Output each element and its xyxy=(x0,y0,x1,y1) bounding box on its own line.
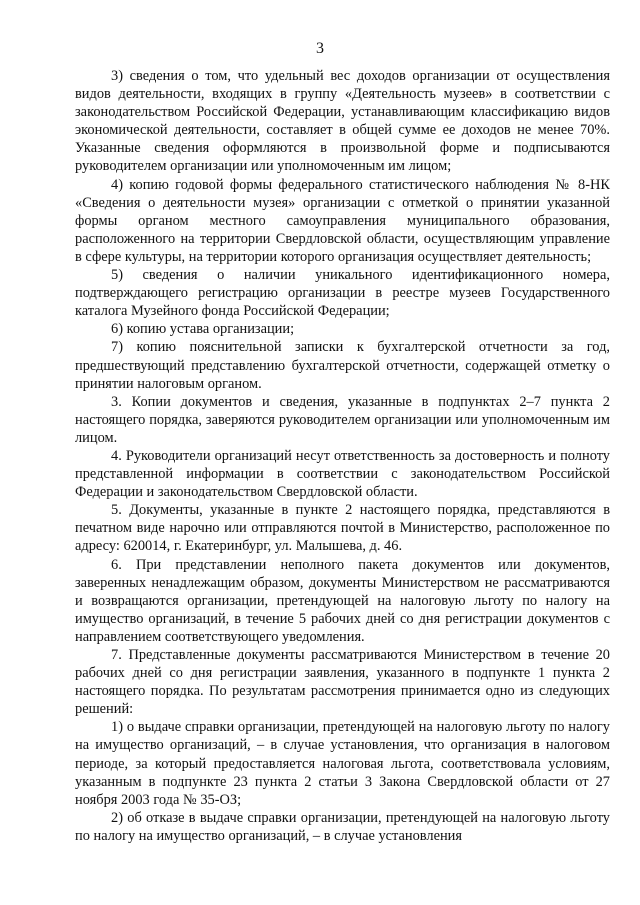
paragraph-decision-2: 2) об отказе в выдаче справки организации, претендующей на налоговую льготу по налогу на имущество организаций, – в случае установления xyxy=(75,809,610,844)
paragraph-item-5: 5) сведения о наличии уникального идентификационного номера, подтверждающего регистрацию организации в реестре музеев Государственного каталога Музейного фонда Российской Федерации; xyxy=(75,267,610,320)
paragraph-section-5: 5. Документы, указанные в пункте 2 настоящего порядка, представляются в печатном виде нарочно или отправляются почтой в Министерство, расположенное по адресу: 620014, г. Екатеринбург, ул. Малышева, д. 46. xyxy=(75,502,610,555)
page-number: 3 xyxy=(316,40,324,57)
document-body xyxy=(75,67,610,845)
paragraph-item-7: 7) копию пояснительной записки к бухгалтерской отчетности за год, предшествующий представлению бухгалтерской отчетности, содержащей отметку о принятии налоговым органом. xyxy=(75,339,610,392)
paragraph-section-6: 6. При представлении неполного пакета документов или документов, заверенных ненадлежащим образом, документы Министерством не рассматриваются и возвращаются организации, претендующей на налоговую льготу по налогу на имущество организаций, в течение 5 рабочих дней со дня регистрации документов с направлением соответствующего уведомления. xyxy=(75,556,610,645)
paragraph-item-6: 6) копию устава организации; xyxy=(111,321,295,338)
paragraph-section-7: 7. Представленные документы рассматриваются Министерством в течение 20 рабочих дней со дня регистрации заявления, указанного в подпункте 1 пункта 2 настоящего порядка. По результатам рассмотрения принимается одно из следующих решений: xyxy=(75,647,610,718)
paragraph-section-3: 3. Копии документов и сведения, указанные в подпунктах 2–7 пункта 2 настоящего порядка, заверяются руководителем организации или уполномоченным им лицом. xyxy=(75,393,610,446)
paragraph-decision-1: 1) о выдаче справки организации, претендующей на налоговую льготу по налогу на имущество организаций, – в случае установления, что организация в налоговом периоде, за который предоставляется налоговая льгота, соответствовала условиям, указанным в подпункте 23 пункта 2 статьи 3 Закона Свердловской области от 27 ноября 2003 года № 35-ОЗ; xyxy=(75,719,610,808)
paragraph-item-3: 3) сведения о том, что удельный вес доходов организации от осуществления видов деятельности, входящих в группу «Деятельность музеев» в соответствии с законодательством Российской Федерации, устанавливающим классификацию видов экономической деятельности, составляет в общей сумме ее доходов не менее 70%. Указанные сведения оформляются в произвольной форме и подписываются руководителем организации или уполномоченным им лицом; xyxy=(75,68,610,175)
paragraph-section-4: 4. Руководители организаций несут ответственность за достоверность и полноту представленной информации в соответствии с законодательством Российской Федерации и законодательством Свердловской области. xyxy=(75,447,610,501)
paragraph-item-4: 4) копию годовой формы федерального статистического наблюдения № 8-НК «Сведения о деятельности музея» организации с отметкой о принятии указанной формы органом местного самоуправления муниципального образования, расположенного на территории Свердловской области, осуществляющим управление в сфере культуры, на территории которого организация осуществляет деятельность; xyxy=(75,176,610,265)
